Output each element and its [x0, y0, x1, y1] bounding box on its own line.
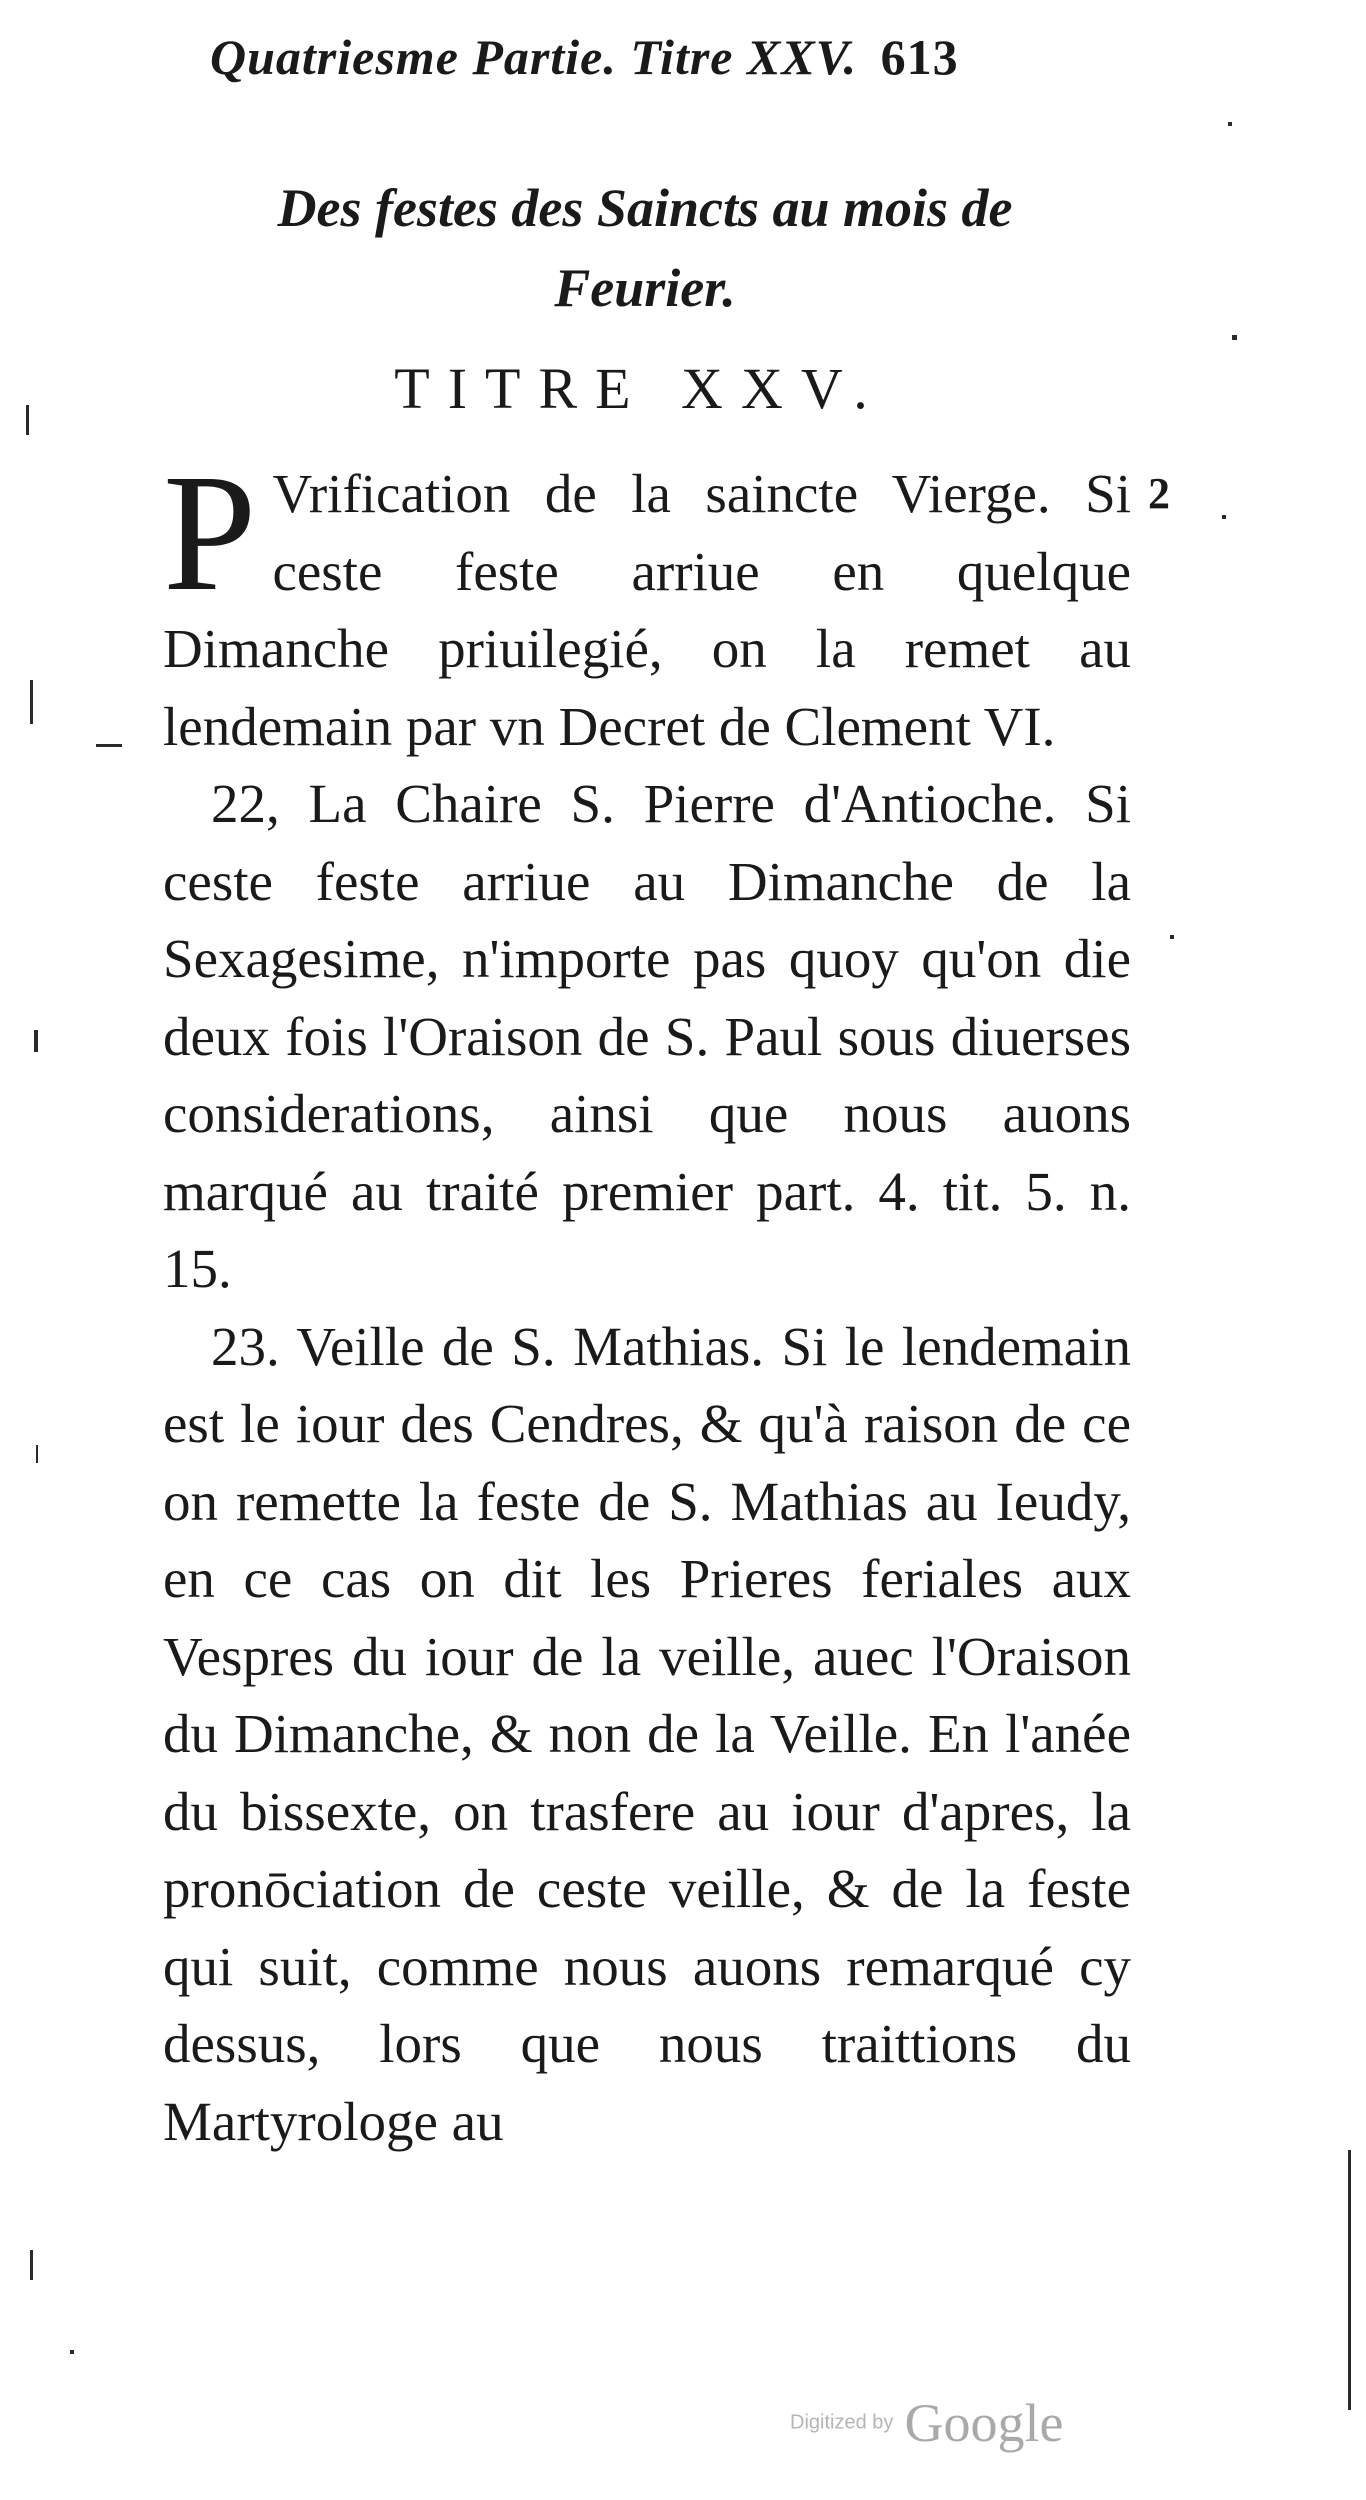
- running-head-title: Quatriesme Partie. Titre XXV.: [210, 29, 858, 85]
- scan-mark: [1348, 2150, 1351, 2410]
- scan-mark: [70, 2350, 74, 2354]
- body-text: [163, 440, 1131, 2160]
- scan-mark: [26, 405, 29, 435]
- scan-mark: [96, 744, 122, 747]
- paragraph-chaire-s-pierre: 22, La Chaire S. Pierre d'Antioche. Si ceste feste arriue au Dimanche de la Sexagesime, n'importe pas quoy qu'on die deux fois l'Oraison de S. Paul sous diuerses considerations, ainsi que nous auons marqué au traité premier part. 4. tit. 5. n. 15.: [163, 773, 1131, 1299]
- scan-mark: [1232, 335, 1237, 340]
- scan-mark: [36, 1445, 38, 1463]
- scan-mark: [1170, 935, 1174, 939]
- paragraph-veille-s-mathias: 23. Veille de S. Mathias. Si le lendemain est le iour des Cendres, & qu'à raison de ce on remette la feste de S. Mathias au Ieudy, en ce cas on dit les Prieres feriales aux Vespres du iour de la veille, auec l'Oraison du Dimanche, & non de la Veille. En l'anée du bissexte, on trasfere au iour d'apres, la pronōciation de ceste veille, & de la feste qui suit, comme nous auons remarqué cy dessus, lors que nous traittions du Martyrologe au: [163, 1315, 1131, 2152]
- titre-heading: TITRE XXV.: [394, 356, 886, 421]
- scan-mark: [1222, 515, 1226, 519]
- scan-mark: [1228, 122, 1232, 126]
- drop-cap: P: [163, 440, 257, 626]
- paragraph-purification: [163, 440, 1131, 765]
- google-logo: Google: [904, 2393, 1064, 2453]
- running-head: [210, 28, 1130, 86]
- scan-mark: [30, 680, 33, 724]
- section-heading: Des festes des Saincts au mois de Feurier.: [277, 178, 1013, 318]
- google-digitized-watermark: [790, 2392, 1063, 2454]
- paragraph-text: Vrification de la saincte Vierge. Si ceste feste arriue en quelque Dimanche priuilegié, on la remet au lendemain par vn Decret de Clement VI.: [163, 463, 1131, 757]
- scan-mark: [30, 2250, 33, 2280]
- scan-mark: [34, 1030, 38, 1052]
- margin-note: 2: [1148, 469, 1170, 518]
- digitized-by-label: Digitized by: [790, 2411, 894, 2434]
- page-number: 613: [880, 29, 959, 85]
